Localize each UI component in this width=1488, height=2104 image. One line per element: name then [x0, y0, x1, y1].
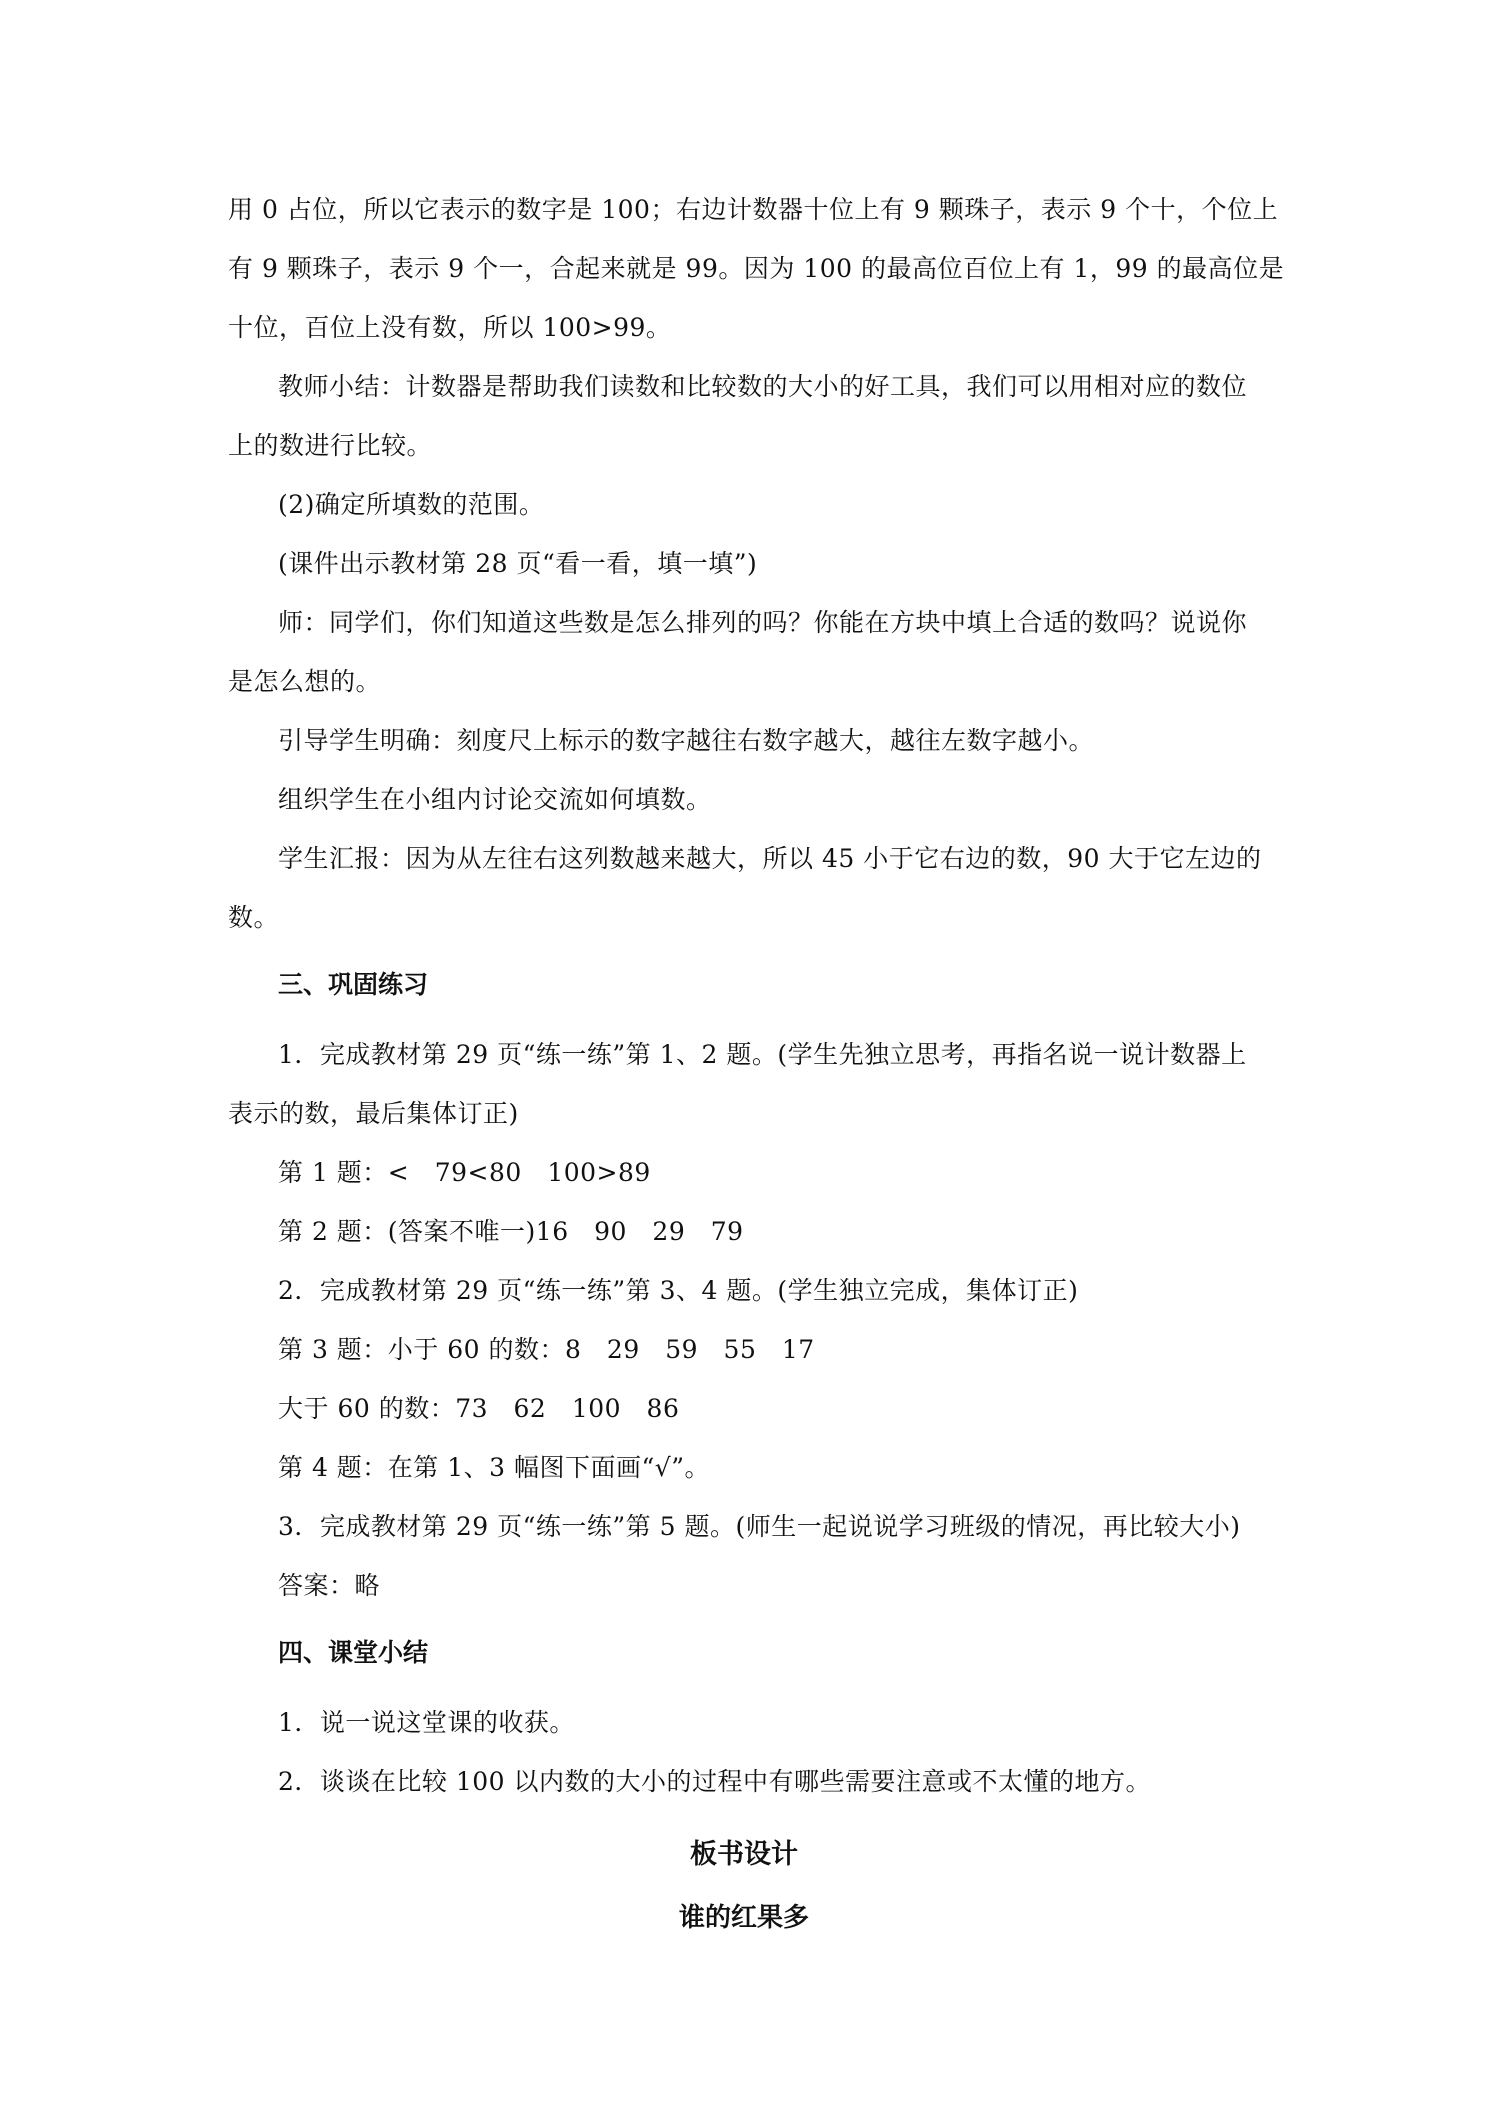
section-heading-practice: 三、巩固练习 [278, 970, 429, 999]
paragraph-line: 有 9 颗珠子，表示 9 个一，合起来就是 99。因为 100 的最高位百位上有 1，99 的最高位是 [228, 254, 1285, 283]
board-design-subtitle: 谁的红果多 [678, 1903, 809, 1933]
paragraph-line: (课件出示教材第 28 页“看一看，填一填”) [278, 549, 758, 578]
answer-line: 答案：略 [278, 1571, 381, 1600]
paragraph-line: 教师小结：计数器是帮助我们读数和比较数的大小的好工具，我们可以用相对应的数位 [278, 372, 1248, 401]
board-design-title: 板书设计 [690, 1839, 798, 1870]
list-item-continuation: 表示的数，最后集体订正) [228, 1099, 519, 1128]
paragraph-line: 组织学生在小组内讨论交流如何填数。 [278, 785, 712, 814]
answer-line: 第 2 题：(答案不唯一)16 90 29 79 [278, 1217, 744, 1246]
paragraph-line: 引导学生明确：刻度尺上标示的数字越往右数字越大，越往左数字越小。 [278, 726, 1095, 755]
list-item: 2．完成教材第 29 页“练一练”第 3、4 题。(学生独立完成，集体订正) [278, 1276, 1079, 1305]
paragraph-line: 上的数进行比较。 [228, 431, 433, 460]
answer-line: 第 1 题：< 79<80 100>89 [278, 1158, 651, 1187]
section-heading-summary: 四、课堂小结 [278, 1638, 429, 1667]
paragraph-line: 学生汇报：因为从左往右这列数越来越大，所以 45 小于它右边的数，90 大于它左边的 [278, 844, 1262, 873]
list-item: 3．完成教材第 29 页“练一练”第 5 题。(师生一起说说学习班级的情况，再比较大小) [278, 1512, 1241, 1541]
answer-line: 大于 60 的数：73 62 100 86 [278, 1394, 680, 1423]
answer-line: 第 4 题：在第 1、3 幅图下面画“√”。 [278, 1453, 710, 1482]
paragraph-line: 十位，百位上没有数，所以 100>99。 [228, 313, 672, 342]
paragraph-line: 师：同学们，你们知道这些数是怎么排列的吗？你能在方块中填上合适的数吗？说说你 [278, 608, 1248, 637]
paragraph-line: (2)确定所填数的范围。 [278, 490, 545, 519]
paragraph-line: 数。 [228, 903, 280, 932]
paragraph-line: 是怎么想的。 [228, 667, 382, 696]
answer-line: 第 3 题：小于 60 的数：8 29 59 55 17 [278, 1335, 815, 1364]
list-item: 2．谈谈在比较 100 以内数的大小的过程中有哪些需要注意或不太懂的地方。 [278, 1767, 1152, 1796]
list-item: 1．说一说这堂课的收获。 [278, 1708, 575, 1737]
paragraph-line: 用 0 占位，所以它表示的数字是 100；右边计数器十位上有 9 颗珠子，表示 9 个十，个位上 [228, 195, 1279, 224]
list-item: 1．完成教材第 29 页“练一练”第 1、2 题。(学生先独立思考，再指名说一说计数器上 [278, 1040, 1247, 1069]
